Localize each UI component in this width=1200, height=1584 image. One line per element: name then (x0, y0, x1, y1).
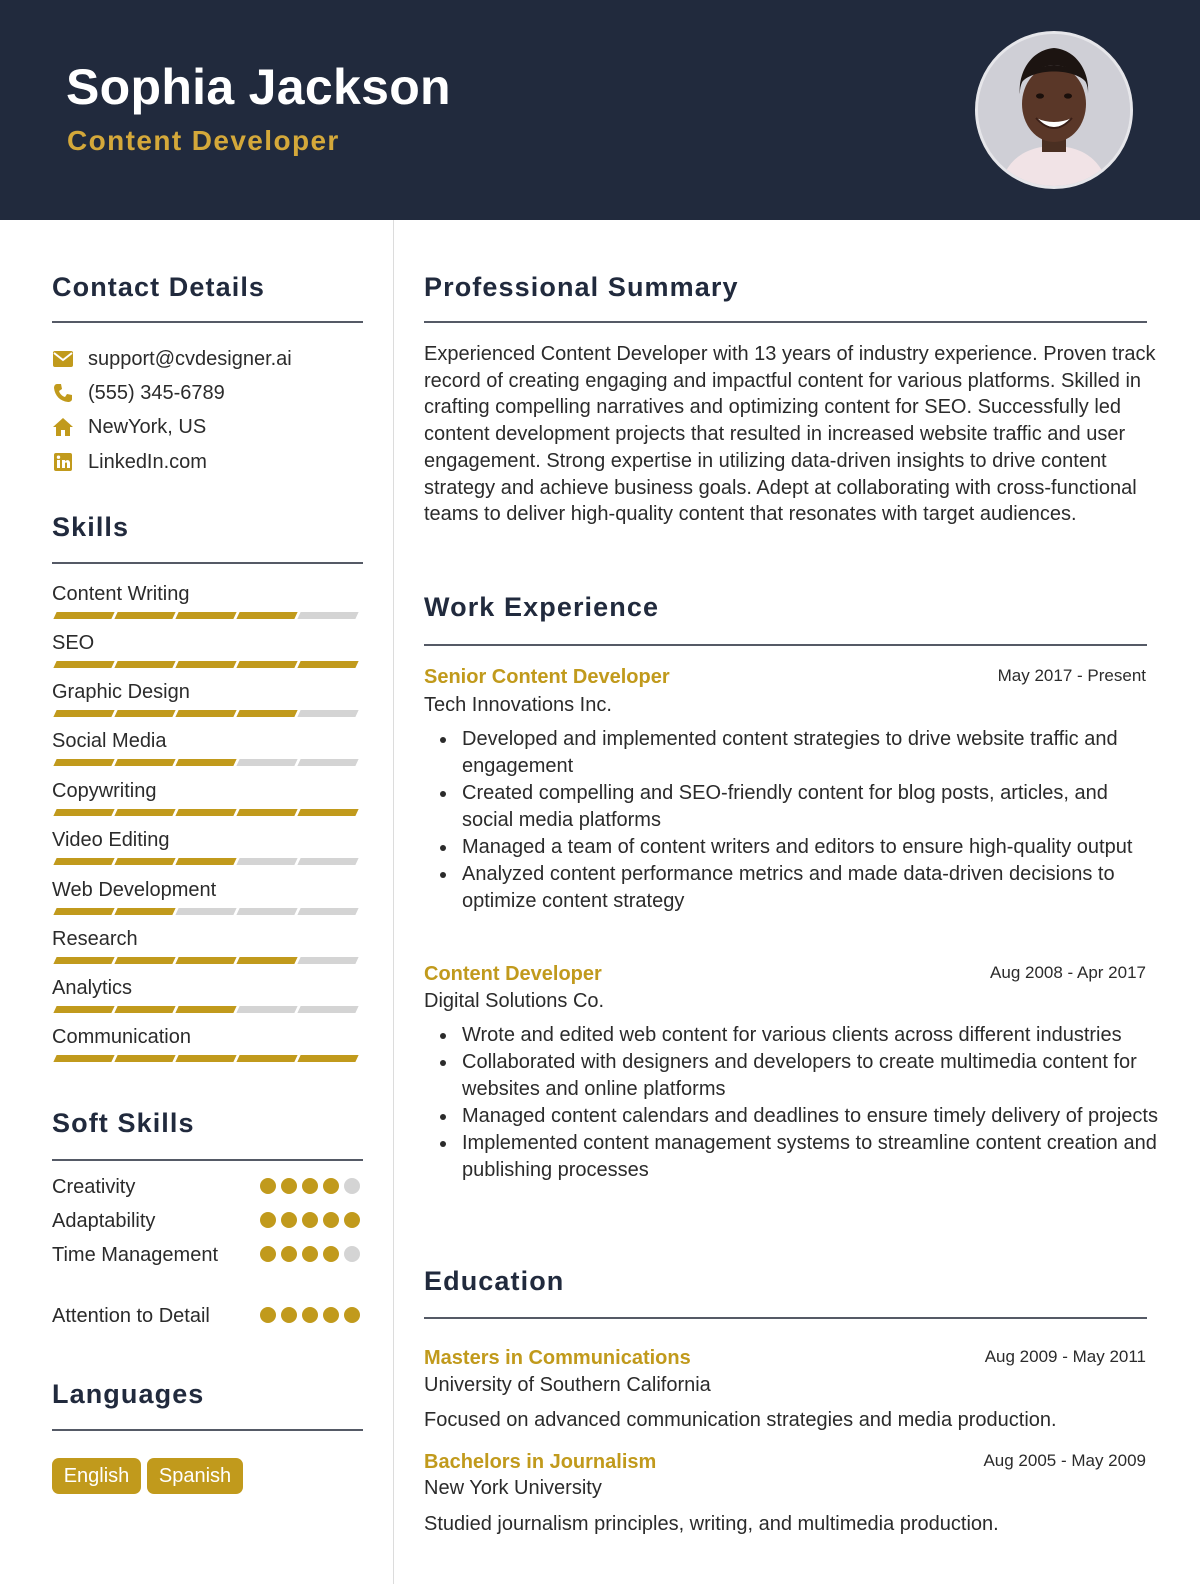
soft-skill-label: Adaptability (52, 1210, 156, 1232)
contact-linkedin[interactable] (52, 449, 207, 475)
skill-row (52, 1025, 362, 1074)
skill-label: Video Editing (52, 829, 170, 851)
skill-row (52, 729, 362, 778)
home-icon (52, 416, 74, 438)
skill-row (52, 828, 362, 877)
bullet-item: Developed and implemented content strategies to drive website traffic and engagement (424, 726, 1164, 780)
column-divider (393, 220, 394, 1584)
skill-segment-empty (297, 612, 358, 619)
rating-dot-filled (260, 1307, 276, 1323)
skill-segment-filled (53, 1006, 114, 1013)
skill-segment-filled (53, 661, 114, 668)
job-company: Digital Solutions Co. (424, 990, 605, 1012)
job-dates: May 2017 - Present (997, 666, 1146, 685)
bullet-item: Analyzed content performance metrics and made data-driven decisions to optimize content strategy (424, 861, 1164, 915)
bullet-item: Managed a team of content writers and editors to ensure high-quality output (424, 834, 1164, 861)
skill-level-bar (52, 957, 362, 964)
skill-segment-filled (53, 612, 114, 619)
experience-rule (424, 644, 1147, 646)
rating-dot-filled (302, 1246, 318, 1262)
soft-skill-row (52, 1303, 362, 1330)
skill-segment-filled (114, 858, 175, 865)
rating-dot-filled (302, 1307, 318, 1323)
job-bullets (424, 1022, 1164, 1184)
skill-segment-filled (297, 1055, 358, 1062)
skill-segment-filled (114, 661, 175, 668)
job-dates: Aug 2008 - Apr 2017 (990, 963, 1146, 982)
skill-label: SEO (52, 632, 95, 654)
education-rule (424, 1317, 1147, 1319)
rating-dot-filled (344, 1307, 360, 1323)
rating-dot-empty (344, 1246, 360, 1262)
skill-segment-filled (114, 809, 175, 816)
skill-row (52, 680, 362, 729)
skill-segment-filled (175, 957, 236, 964)
rating-dot-filled (344, 1212, 360, 1228)
skill-segment-empty (236, 759, 297, 766)
contact-location-text: NewYork, US (88, 415, 207, 438)
contact-email[interactable] (52, 346, 292, 372)
skill-level-bar (52, 661, 362, 668)
skill-segment-filled (114, 908, 175, 915)
summary-heading: Professional Summary (424, 272, 739, 302)
skill-level-bar (52, 1006, 362, 1013)
job-role: Content Developer (424, 963, 602, 985)
skill-segment-filled (53, 1055, 114, 1062)
experience-heading: Work Experience (424, 592, 660, 622)
skill-segment-empty (236, 858, 297, 865)
language-badge-english: English (52, 1458, 141, 1494)
skill-segment-empty (297, 858, 358, 865)
skill-segment-filled (175, 858, 236, 865)
rating-dot-filled (260, 1212, 276, 1228)
rating-dot-empty (344, 1178, 360, 1194)
contact-rule (52, 321, 363, 323)
skill-level-bar (52, 858, 362, 865)
job-company: Tech Innovations Inc. (424, 694, 612, 716)
soft-skills-rule (52, 1159, 363, 1161)
bullet-item: Managed content calendars and deadlines to ensure timely delivery of projects (424, 1103, 1164, 1130)
skill-segment-filled (175, 1055, 236, 1062)
skill-row (52, 779, 362, 828)
summary-rule (424, 321, 1147, 323)
skill-label: Social Media (52, 730, 167, 752)
skill-row (52, 582, 362, 631)
skill-segment-filled (53, 809, 114, 816)
soft-skill-label: Time Management (52, 1244, 218, 1266)
header-banner (0, 0, 1200, 220)
languages-heading: Languages (52, 1379, 205, 1409)
job-role: Senior Content Developer (424, 666, 670, 688)
skill-segment-filled (114, 612, 175, 619)
skill-segment-empty (175, 908, 236, 915)
skill-segment-filled (236, 612, 297, 619)
candidate-name: Sophia Jackson (66, 59, 451, 115)
skill-label: Copywriting (52, 780, 157, 802)
skill-segment-filled (53, 710, 114, 717)
soft-skill-row (52, 1242, 362, 1269)
skill-level-bar (52, 908, 362, 915)
skill-level-bar (52, 612, 362, 619)
skill-segment-filled (114, 759, 175, 766)
languages-rule (52, 1429, 363, 1431)
skill-level-bar (52, 809, 362, 816)
bullet-item: Wrote and edited web content for various clients across different industries (424, 1022, 1164, 1049)
skill-level-bar (52, 710, 362, 717)
skill-segment-filled (175, 809, 236, 816)
skill-segment-filled (236, 957, 297, 964)
rating-dot-filled (281, 1246, 297, 1262)
skill-level-bar (52, 1055, 362, 1062)
rating-dot-filled (323, 1212, 339, 1228)
skill-row (52, 976, 362, 1025)
skill-segment-empty (236, 1006, 297, 1013)
candidate-title: Content Developer (67, 125, 340, 156)
education-heading: Education (424, 1266, 565, 1296)
skill-segment-filled (175, 612, 236, 619)
degree-title: Bachelors in Journalism (424, 1451, 657, 1473)
skill-segment-filled (175, 661, 236, 668)
skill-level-bar (52, 759, 362, 766)
phone-icon (52, 382, 74, 404)
contact-linkedin-text: LinkedIn.com (88, 450, 207, 473)
rating-dot-filled (281, 1178, 297, 1194)
skill-segment-filled (175, 1006, 236, 1013)
skill-segment-empty (297, 957, 358, 964)
skill-segment-filled (53, 858, 114, 865)
skill-label: Analytics (52, 977, 133, 999)
school-name: University of Southern California (424, 1374, 711, 1396)
profile-photo (975, 31, 1133, 189)
skill-label: Communication (52, 1026, 191, 1048)
skill-label: Content Writing (52, 583, 190, 605)
skill-label: Research (52, 928, 138, 950)
soft-skills-heading: Soft Skills (52, 1108, 195, 1138)
degree-description: Studied journalism principles, writing, and multimedia production. (424, 1513, 999, 1535)
bullet-item: Collaborated with designers and developers to create multimedia content for websites and online platforms (424, 1049, 1164, 1103)
skill-segment-filled (175, 759, 236, 766)
rating-dot-filled (323, 1307, 339, 1323)
skill-label: Web Development (52, 879, 217, 901)
degree-dates: Aug 2005 - May 2009 (983, 1451, 1146, 1470)
contact-phone-text: (555) 345-6789 (88, 381, 225, 404)
school-name: New York University (424, 1477, 602, 1499)
rating-dot-filled (260, 1178, 276, 1194)
skill-segment-filled (236, 1055, 297, 1062)
soft-skill-row (52, 1208, 362, 1235)
skill-segment-filled (297, 809, 358, 816)
rating-dot-filled (302, 1178, 318, 1194)
envelope-icon (52, 348, 74, 370)
soft-skill-label: Creativity (52, 1176, 136, 1198)
contact-location (52, 414, 206, 440)
skill-segment-empty (297, 908, 358, 915)
skill-segment-empty (297, 1006, 358, 1013)
skill-segment-filled (53, 908, 114, 915)
rating-dot-filled (281, 1307, 297, 1323)
job-bullets (424, 726, 1164, 915)
rating-dot-filled (281, 1212, 297, 1228)
contact-heading: Contact Details (52, 272, 266, 302)
skills-heading: Skills (52, 512, 130, 542)
degree-dates: Aug 2009 - May 2011 (984, 1347, 1146, 1366)
rating-dot-filled (323, 1178, 339, 1194)
rating-dot-filled (302, 1212, 318, 1228)
soft-skill-label: Attention to Detail (52, 1305, 210, 1327)
degree-title: Masters in Communications (424, 1347, 691, 1369)
skill-segment-empty (236, 908, 297, 915)
soft-skill-row (52, 1174, 362, 1201)
skill-segment-filled (236, 710, 297, 717)
skill-segment-filled (114, 710, 175, 717)
linkedin-icon (52, 451, 74, 473)
bullet-item: Implemented content management systems to streamline content creation and publishing processes (424, 1130, 1164, 1184)
skill-segment-filled (53, 759, 114, 766)
rating-dot-filled (323, 1246, 339, 1262)
skill-row (52, 927, 362, 976)
skill-segment-filled (297, 661, 358, 668)
skills-rule (52, 562, 363, 564)
contact-phone[interactable] (52, 380, 225, 406)
skill-segment-filled (236, 661, 297, 668)
skill-segment-filled (236, 809, 297, 816)
rating-dot-filled (260, 1246, 276, 1262)
skill-segment-filled (175, 710, 236, 717)
skill-segment-empty (297, 759, 358, 766)
bullet-item: Created compelling and SEO-friendly content for blog posts, articles, and social media platforms (424, 780, 1164, 834)
language-badge-spanish: Spanish (147, 1458, 243, 1494)
skill-segment-filled (114, 1055, 175, 1062)
skill-row (52, 631, 362, 680)
skill-segment-empty (297, 710, 358, 717)
skill-row (52, 878, 362, 927)
degree-description: Focused on advanced communication strategies and media production. (424, 1409, 1057, 1431)
skill-segment-filled (114, 957, 175, 964)
skill-label: Graphic Design (52, 681, 190, 703)
contact-email-text: support@cvdesigner.ai (88, 347, 292, 370)
skill-segment-filled (114, 1006, 175, 1013)
skill-segment-filled (53, 957, 114, 964)
summary-text: Experienced Content Developer with 13 years of industry experience. Proven track record of creating engaging and impactful content for various platforms. Skilled in crafting compelling narratives and optimizing content for SEO. Successfully led content development projects that resulted in increased website traffic and user engagement. Strong expertise in utilizing data-driven insights to drive content strategy and achieve business goals. Adept at collaborating with cross-functional teams to deliver high-quality content that resonates with target audiences. (424, 343, 1156, 526)
